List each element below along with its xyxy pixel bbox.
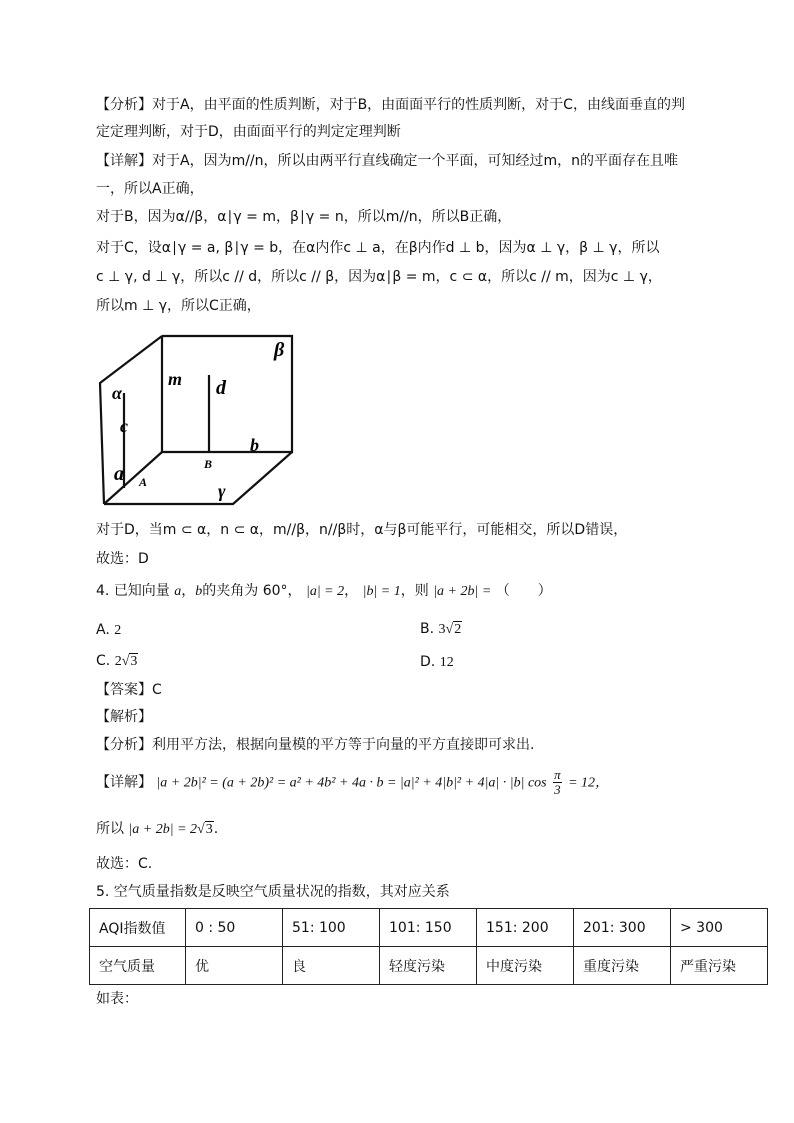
q4-vec-a: a — [174, 584, 182, 599]
aqi-header-cell: AQI指数值 — [90, 909, 186, 947]
label-gamma: γ — [218, 481, 226, 501]
q4-option-c-coef: 2 — [114, 654, 122, 669]
label-c: c — [120, 416, 128, 436]
q4-so: 所以 — [96, 821, 124, 837]
aqi-header-cell: 151: 200 — [477, 909, 574, 947]
aqi-table — [89, 908, 768, 985]
label-alpha: α — [112, 383, 122, 403]
q4-detail-label: 【详解】 — [96, 774, 152, 791]
q3-detail-c-line1: 对于C，设α∣γ = a, β∣γ = b，在α内作c ⊥ a，在β内作d ⊥ b，因为α ⊥ γ，β ⊥ γ，所以 — [96, 240, 660, 256]
fraction-numerator: π — [554, 767, 561, 782]
q4-detail-expression: |a + 2b|² = (a + 2b)² = a² + 4b² + 4a · b = |a|² + 4|b|² + 4|a| · |b| cos — [156, 775, 547, 791]
q4-cond-a: |a| = 2 — [305, 584, 345, 599]
label-a: a — [114, 463, 124, 485]
aqi-row-cell: 良 — [283, 947, 380, 985]
q4-stem-text: 已知向量 — [113, 583, 170, 599]
fraction-denominator: 3 — [554, 782, 561, 797]
q4-jiexi: 【解析】 — [96, 709, 152, 725]
aqi-row-cell: 轻度污染 — [380, 947, 477, 985]
aqi-header-cell: 201: 300 — [574, 909, 671, 947]
plane-beta-edge — [162, 336, 292, 452]
q4-option-c-label: C. — [96, 653, 111, 669]
aqi-row-cell: 中度污染 — [477, 947, 574, 985]
q4-so-radicand: 3 — [205, 822, 213, 837]
q4-vec-b: b — [195, 584, 203, 599]
aqi-header-cell: > 300 — [671, 909, 768, 947]
aqi-row-cell: 空气质量 — [90, 947, 186, 985]
q4-option-b-value: 3√2 — [438, 622, 462, 637]
label-A: A — [139, 475, 148, 489]
label-B: B — [204, 457, 213, 471]
q4-option-c-radicand: 3 — [130, 654, 138, 669]
q4-option-a-value: 2 — [114, 623, 122, 638]
label-b: b — [250, 435, 259, 455]
q4-option-a — [96, 620, 121, 641]
plane-gamma-left-edge — [104, 452, 162, 504]
q4-so-sqrt: √3 — [197, 822, 213, 837]
q3-analysis-line2: 定定理判断，对于D，由面面平行的判定定理判断 — [96, 124, 401, 140]
aqi-header-cell: 0 : 50 — [186, 909, 283, 947]
q4-detail-tail: = 12， — [568, 775, 610, 791]
aqi-table-header-row — [90, 909, 768, 947]
q4-so-end: . — [213, 821, 219, 837]
q3-detail-b: 对于B，因为α//β，α∣γ = m，β∣γ = n，所以m//n，所以B正确， — [96, 209, 512, 225]
aqi-row-cell: 优 — [186, 947, 283, 985]
q4-option-b-coef: 3 — [438, 622, 446, 637]
q4-option-b-radicand: 2 — [454, 622, 462, 637]
q4-number: 4. — [96, 583, 110, 599]
q4-option-c — [96, 651, 138, 672]
q4-detail-fraction — [553, 768, 562, 797]
q3-detail-d: 对于D，当m ⊂ α，n ⊂ α，m//β，n//β时，α与β可能平行，可能相交，所以D错误， — [96, 522, 628, 538]
q3-detail-a-line2: 一，所以A正确， — [96, 181, 204, 197]
label-beta: β — [274, 339, 285, 361]
label-m: m — [168, 369, 183, 389]
plane-figure — [96, 330, 306, 510]
q4-option-d — [420, 652, 454, 673]
q3-choose: 故选：D — [96, 551, 149, 567]
q3-detail-c-line3: 所以m ⊥ γ，所以C正确， — [96, 298, 261, 314]
q4-so-expression: |a + 2b| = 2 — [128, 822, 198, 837]
q4-detail — [96, 768, 609, 797]
q4-paren: （ ） — [495, 583, 552, 599]
q4-choose: 故选：C. — [96, 856, 153, 872]
q4-option-c-value: 2√3 — [114, 654, 138, 669]
aqi-row-cell: 重度污染 — [574, 947, 671, 985]
q4-sep: ， — [181, 583, 196, 599]
q4-ask: ，则 — [400, 583, 429, 599]
q4-option-b-label: B. — [420, 621, 435, 637]
aqi-row-cell: 严重污染 — [671, 947, 768, 985]
q4-option-d-value: 12 — [439, 655, 454, 670]
q3-analysis-line1: 【分析】对于A，由平面的性质判断，对于B，由面面平行的性质判断，对于C，由线面垂直的判 — [96, 97, 685, 113]
q4-conclusion — [96, 819, 218, 840]
aqi-header-cell: 101: 150 — [380, 909, 477, 947]
q3-detail-c-line2: c ⊥ γ, d ⊥ γ，所以c // d，所以c // β，因为α∣β = m，c ⊂ α，所以c // m，因为c ⊥ γ， — [96, 269, 662, 285]
aqi-table-row — [90, 947, 768, 985]
q3-detail-a-line1: 【详解】对于A，因为m//n，所以由两平行直线确定一个平面，可知经过m，n的平面存在且唯 — [96, 153, 679, 169]
q4-expression: |a + 2b| = — [433, 584, 492, 599]
q5-stem: 5. 空气质量指数是反映空气质量状况的指数，其对应关系 — [96, 884, 450, 900]
q4-stem-text2: 的夹角为 60°， — [202, 583, 302, 599]
q4-answer: 【答案】C — [96, 682, 162, 698]
q4-cond-b: |b| = 1 — [362, 584, 401, 599]
label-d: d — [216, 377, 226, 399]
q4-analysis: 【分析】利用平方法，根据向量模的平方等于向量的平方直接即可求出. — [96, 737, 535, 753]
q4-option-b — [420, 619, 462, 640]
q4-stem: 4. 已知向量 a，b的夹角为 60°， |a| = 2， |b| = 1，则 |a + 2b| = （ ） — [96, 583, 552, 599]
q4-option-d-label: D. — [420, 654, 436, 670]
aqi-header-cell: 51: 100 — [283, 909, 380, 947]
q5-after-table: 如表： — [96, 991, 138, 1007]
q4-option-a-label: A. — [96, 622, 110, 638]
